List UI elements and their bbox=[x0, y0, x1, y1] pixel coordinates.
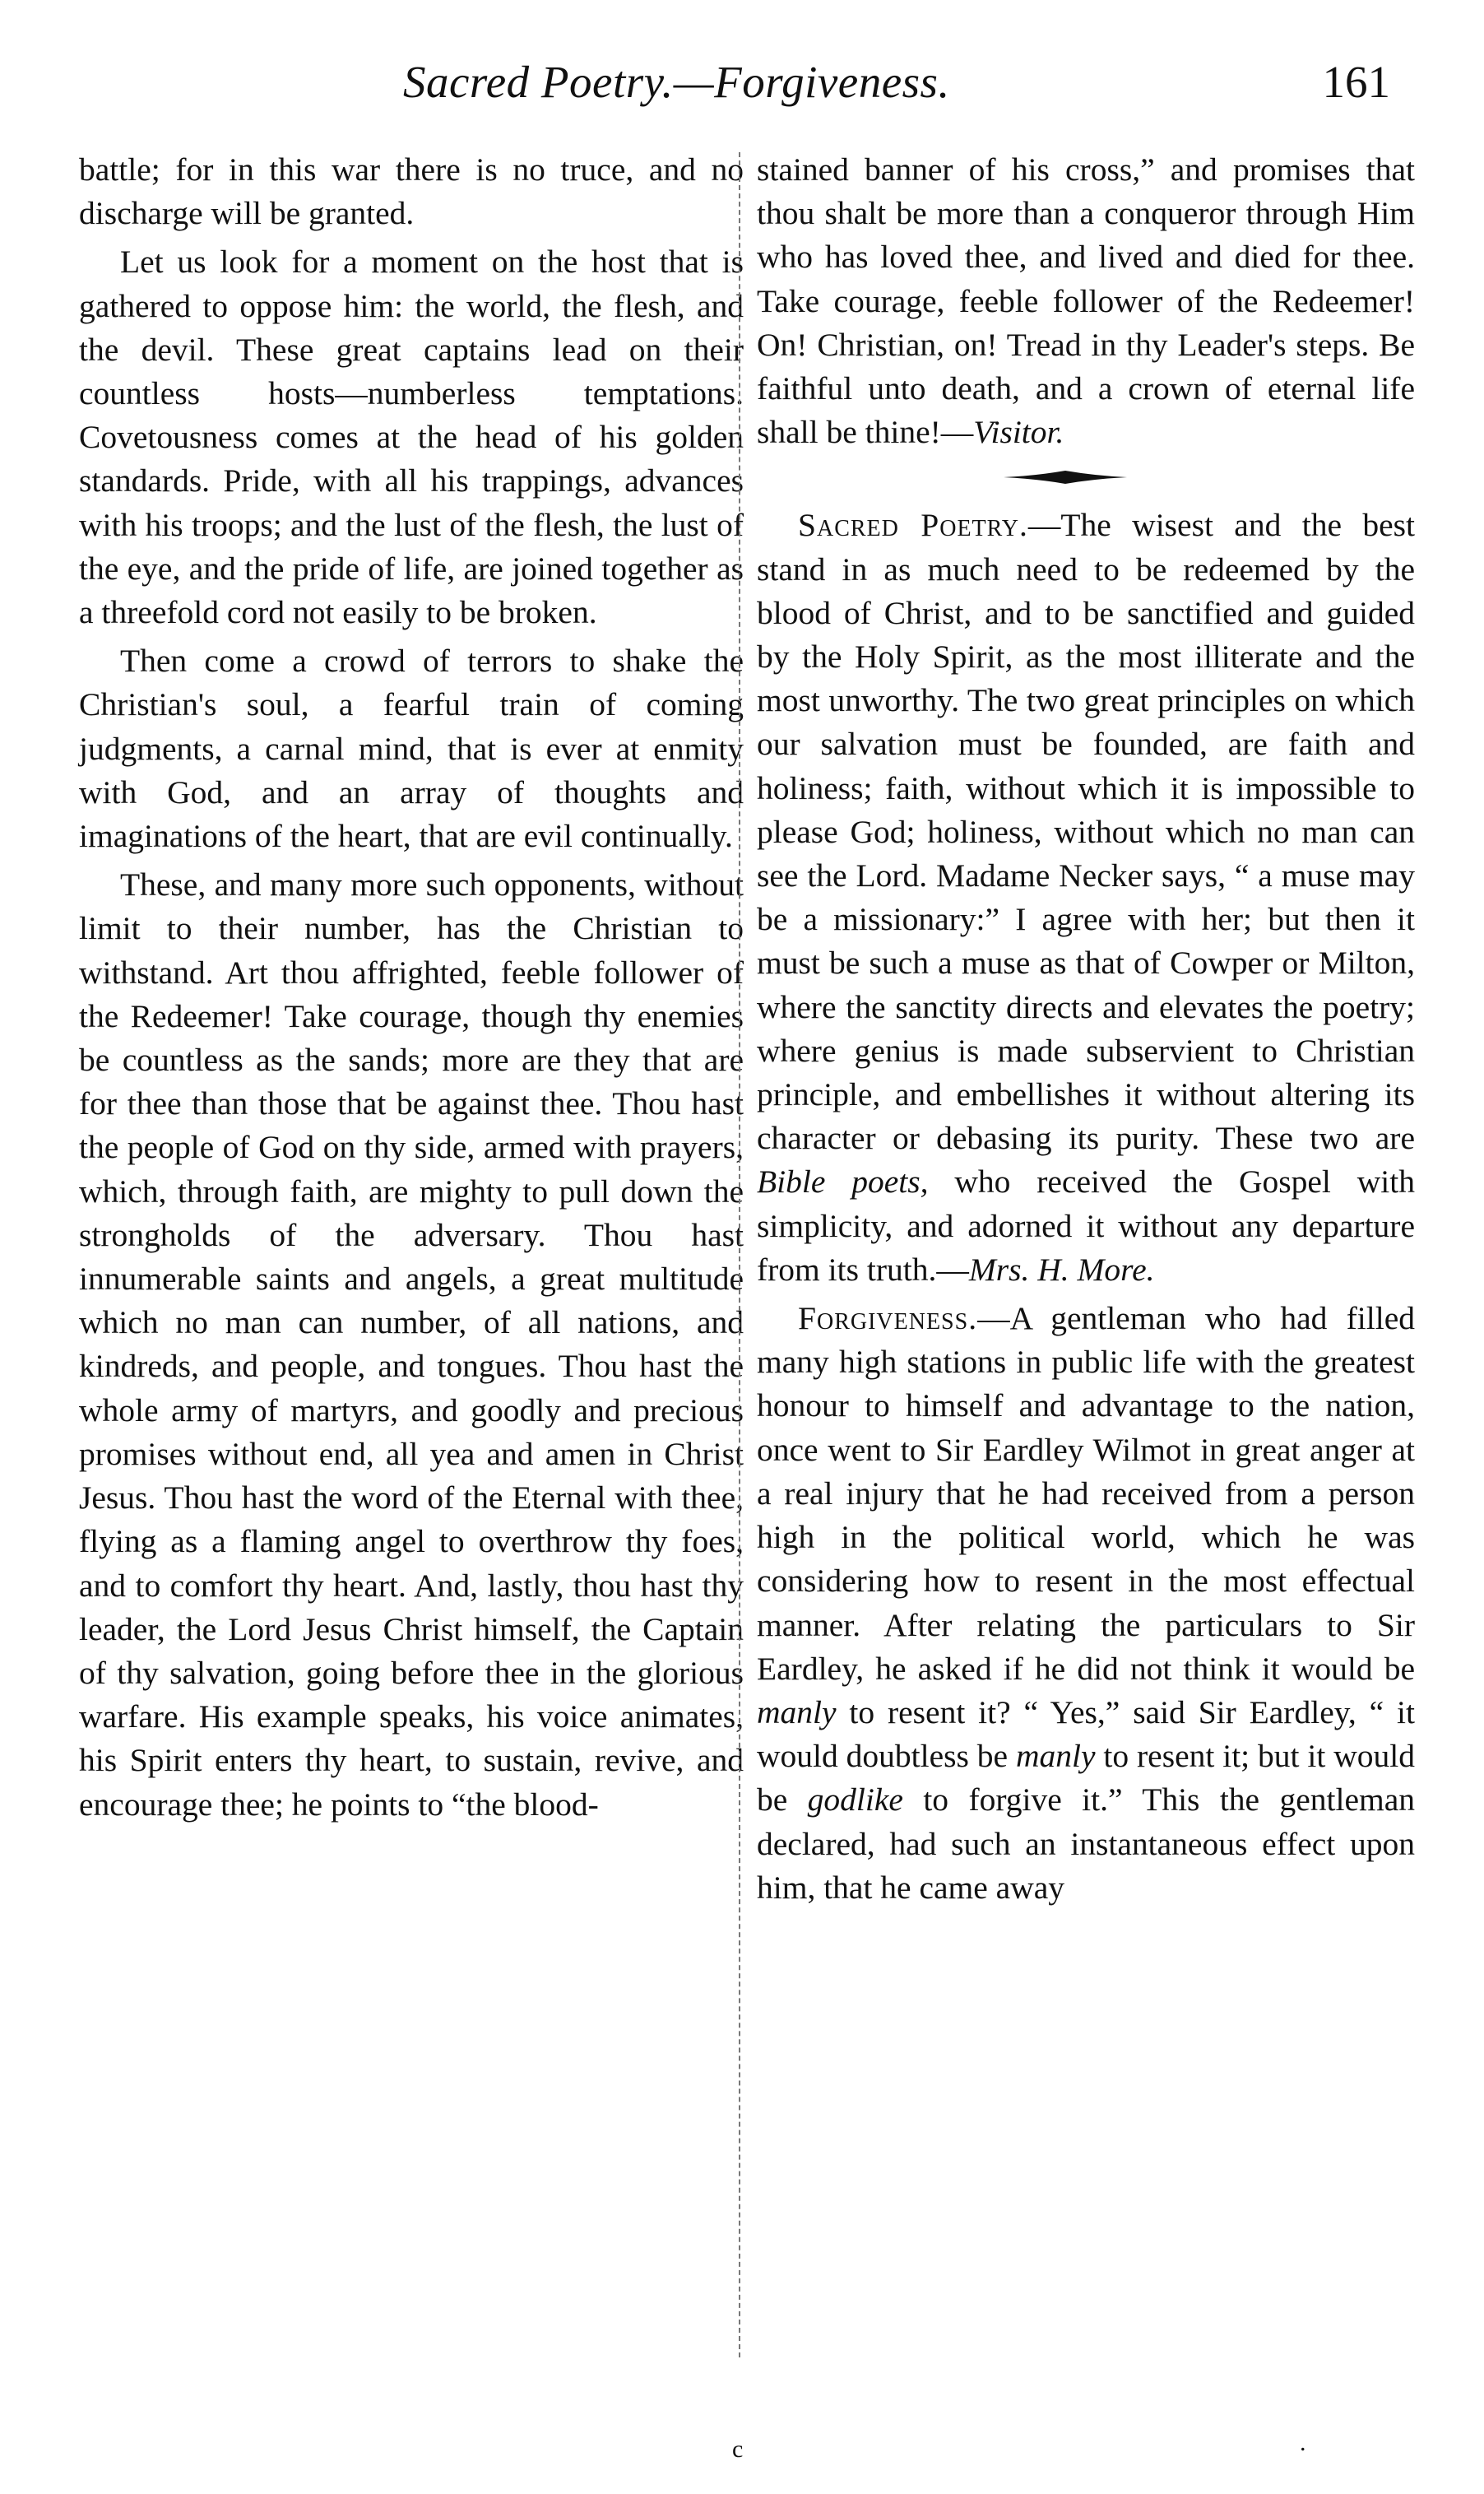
forgiveness-text-a: —A gentleman who had filled many high stations in public life with the greatest honour to himself and advantage to the nation, once went to Sir Eardley Wilmot in great anger at a real injury that he had received from a person high in the political world, which he was considering how to resent in the most effectual manner. After relating the particulars to Sir Eardley, he asked if he did not think it would be bbox=[757, 1300, 1415, 1687]
visitor-attribution: Visitor. bbox=[973, 414, 1064, 451]
left-paragraph-1: battle; for in this war there is no truce, and no discharge will be granted. bbox=[79, 151, 744, 232]
sacred-poetry-paragraph bbox=[757, 504, 1415, 1292]
manly-emphasis-1: manly bbox=[757, 1693, 837, 1730]
right-column bbox=[757, 148, 1415, 2370]
sacred-poetry-text-a: —The wisest and the best stand in as much need to be redeemed by the blood of Christ, and to be sanctified and guided by the Holy Spirit, as the most illiterate and the most unworthy. The two great principles on which our salvation must be founded, are faith and holiness; faith, without which it is impossible to please God; holiness, without which no man can see the Lord. Madame Necker says, “ a muse may be a missionary:” I agree with her; but then it must be such a muse as that of Cowper or Milton, where the sanctity directs and elevates the poetry; where genius is made subservient to Christian principle, and embellishes it without altering its character or debasing its purity. These two are bbox=[757, 507, 1415, 1157]
forgiveness-text-d: to forgive it.” This the gentleman declared, had such an instantaneous effect upon him, that he came away bbox=[757, 1781, 1415, 1906]
visitor-passage-text: stained banner of his cross,” and promises that thou shalt be more than a conqueror through Him who has loved thee, and lived and died for thee. Take courage, feeble follower of the Redeemer! On! Christian, on! Tread in thy Leader's steps. Be faithful unto death, and a crown of eternal life shall be thine!— bbox=[757, 151, 1415, 451]
sacred-poetry-text-b: who received the Gospel with simplicity, and adorned it without any departure from its truth.— bbox=[757, 1163, 1415, 1288]
manly-emphasis-2: manly bbox=[1015, 1738, 1096, 1775]
running-head bbox=[387, 56, 1390, 122]
left-paragraph-4: These, and many more such opponents, without limit to their number, has the Christian to withstand. Art thou affrighted, feeble follower of the Redeemer! Take courage, though thy enemies be countless as the sands; more are they that are for thee than those that be against thee. Thou hast the people of God on thy side, armed with prayers, which, through faith, are mighty to pull down the strongholds of the adversary. Thou hast innumerable saints and angels, a great multitude which no man can number, of all nations, and kindreds, and people, and tongues. Thou hast the whole army of martyrs, and goodly and precious promises without end, all yea and amen in Christ Jesus. Thou hast the word of the Eternal with thee, flying as a flaming angel to overthrow thy foes, and to comfort thy heart. And, lastly, thou hast thy leader, the Lord Jesus Christ himself, the Captain of thy salvation, going before thee in the glorious warfare. His example speaks, his voice animates, his Spirit enters thy heart, to sustain, revive, and encourage thee; he points to “the blood- bbox=[79, 866, 744, 1823]
left-paragraph-2: Let us look for a moment on the host that is gathered to oppose him: the world, the flesh, and the devil. These great captains lead on their countless hosts—numberless temptations. Covetousness comes at the head of his golden standards. Pride, with all his trappings, advances with his troops; and the lust of the flesh, the lust of the eye, and the pride of life, are joined together as a threefold cord not easily to be broken. bbox=[79, 244, 744, 631]
forgiveness-text-b: to resent it? “ Yes,” said Sir Eardley, “ it would doubtless be bbox=[757, 1693, 1415, 1775]
forgiveness-text-c: to resent it; but it would be bbox=[757, 1738, 1415, 1818]
ornamental-divider bbox=[757, 454, 1415, 504]
forgiveness-paragraph bbox=[757, 1297, 1415, 1910]
running-title: Sacred Poetry.—Forgiveness. bbox=[403, 57, 950, 107]
right-paragraph-1 bbox=[757, 148, 1415, 454]
godlike-emphasis: godlike bbox=[807, 1781, 903, 1818]
sacred-poetry-heading: Sacred Poetry. bbox=[798, 507, 1028, 544]
signature-mark: c bbox=[732, 2436, 744, 2463]
left-paragraph-3: Then come a crowd of terrors to shake the Christian's soul, a fearful train of coming judgments, a carnal mind, that is ever at enmity with God, and an array of thoughts and imaginations of the heart, that are evil continually. bbox=[79, 643, 744, 855]
more-attribution: Mrs. H. More. bbox=[968, 1251, 1155, 1288]
page-number: 161 bbox=[1322, 57, 1390, 107]
left-column bbox=[79, 148, 744, 2370]
column-divider bbox=[739, 152, 740, 2357]
bible-poets-emphasis: Bible poets, bbox=[757, 1163, 929, 1201]
ornament-icon bbox=[1004, 469, 1127, 485]
stray-dot-mark: . bbox=[1300, 2429, 1306, 2456]
forgiveness-heading: Forgiveness. bbox=[798, 1300, 978, 1337]
